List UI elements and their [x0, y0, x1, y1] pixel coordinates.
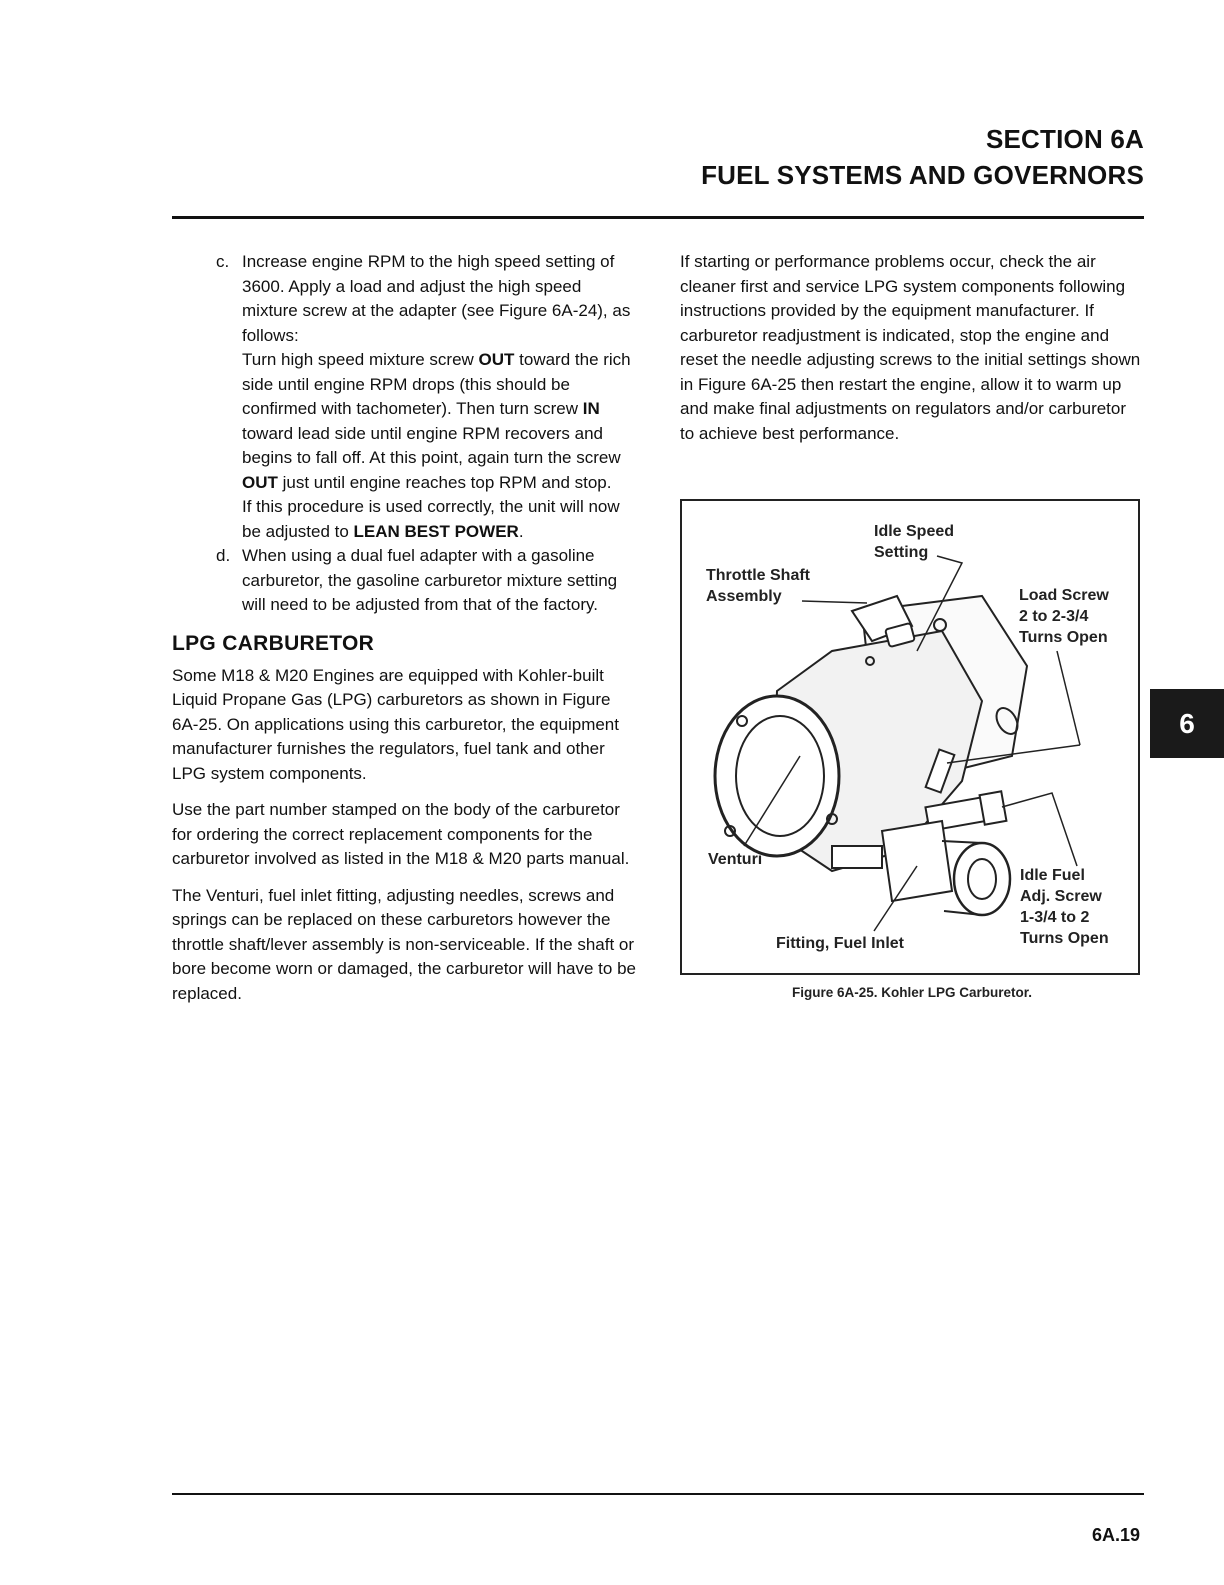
- figure-caption: Figure 6A-25. Kohler LPG Carburetor.: [791, 985, 1033, 1000]
- item-c-paragraph-2: Turn high speed mixture screw OUT toward the rich side until engine RPM drops (this should be confirmed with tachometer). Then turn screw IN toward lead side until engine RPM recovers and begins to fall off. At this point, again turn the screw OUT just until engine reaches top RPM and stop.: [242, 350, 631, 492]
- lpg-paragraph-1: Some M18 & M20 Engines are equipped with Kohler-built Liquid Propane Gas (LPG) carburetors as shown in Figure 6A-25. On applications using this carburetor, the equipment manufacturer furnishes the regulators, fuel tank and other LPG system components.: [172, 665, 619, 783]
- section-tab-marker: 6: [1150, 689, 1224, 758]
- item-c-paragraph-3: If this procedure is used correctly, the unit will now be adjusted to LEAN BEST POWER.: [242, 497, 620, 541]
- lpg-paragraph-2: Use the part number stamped on the body of the carburetor for ordering the correct replacement components for the carburetor involved as listed in the M18 & M20 parts manual.: [172, 800, 630, 868]
- section-title: FUEL SYSTEMS AND GOVERNORS: [701, 160, 1144, 190]
- label-idle-speed: Idle Speed Setting: [874, 523, 955, 561]
- list-letter-d: d.: [216, 546, 231, 565]
- lpg-carburetor-heading: LPG CARBURETOR: [172, 631, 375, 655]
- troubleshooting-paragraph: If starting or performance problems occur, check the air cleaner first and service LPG system components following instructions provided by the equipment manufacturer. If carburetor readjustment is indicated, stop the engine and reset the needle adjusting screws to the initial settings shown in Figure 6A-25 then restart the engine, allow it to warm up and make final adjustments on regulators and/or carburetor to achieve best performance.: [680, 252, 1141, 443]
- figure-6a-25: [680, 499, 1140, 975]
- item-d-text: When using a dual fuel adapter with a gasoline carburetor, the gasoline carburetor mixture setting will need to be adjusted from that of the factory.: [242, 546, 618, 614]
- item-c-paragraph-1: Increase engine RPM to the high speed setting of 3600. Apply a load and adjust the high speed mixture screw at the adapter (see Figure 6A-24), as follows:: [242, 252, 631, 345]
- label-load-screw: Load Screw 2 to 2-3/4 Turns Open: [1019, 587, 1109, 646]
- label-fuel-inlet: Fitting, Fuel Inlet: [776, 935, 904, 952]
- list-letter-c: c.: [216, 252, 230, 271]
- list-item-c: [172, 250, 640, 544]
- list-item-d: [172, 544, 640, 618]
- footer-rule: [172, 1493, 1144, 1495]
- label-venturi: Venturi: [708, 851, 763, 868]
- section-number: SECTION 6A: [985, 124, 1144, 154]
- label-throttle-shaft: Throttle Shaft Assembly: [706, 567, 810, 605]
- lpg-paragraph-3: The Venturi, fuel inlet fitting, adjusting needles, screws and springs can be replaced on these carburetors however the throttle shaft/lever assembly is non-serviceable. If the shaft or bore become worn or damaged, the carburetor will have to be replaced.: [172, 885, 636, 1003]
- label-idle-fuel-screw: Idle Fuel Adj. Screw 1-3/4 to 2 Turns Open: [1020, 867, 1109, 947]
- header-rule: [172, 216, 1144, 219]
- right-column: [680, 250, 1144, 458]
- page-number: 6A.19: [1091, 1525, 1140, 1545]
- left-column: [172, 250, 640, 1018]
